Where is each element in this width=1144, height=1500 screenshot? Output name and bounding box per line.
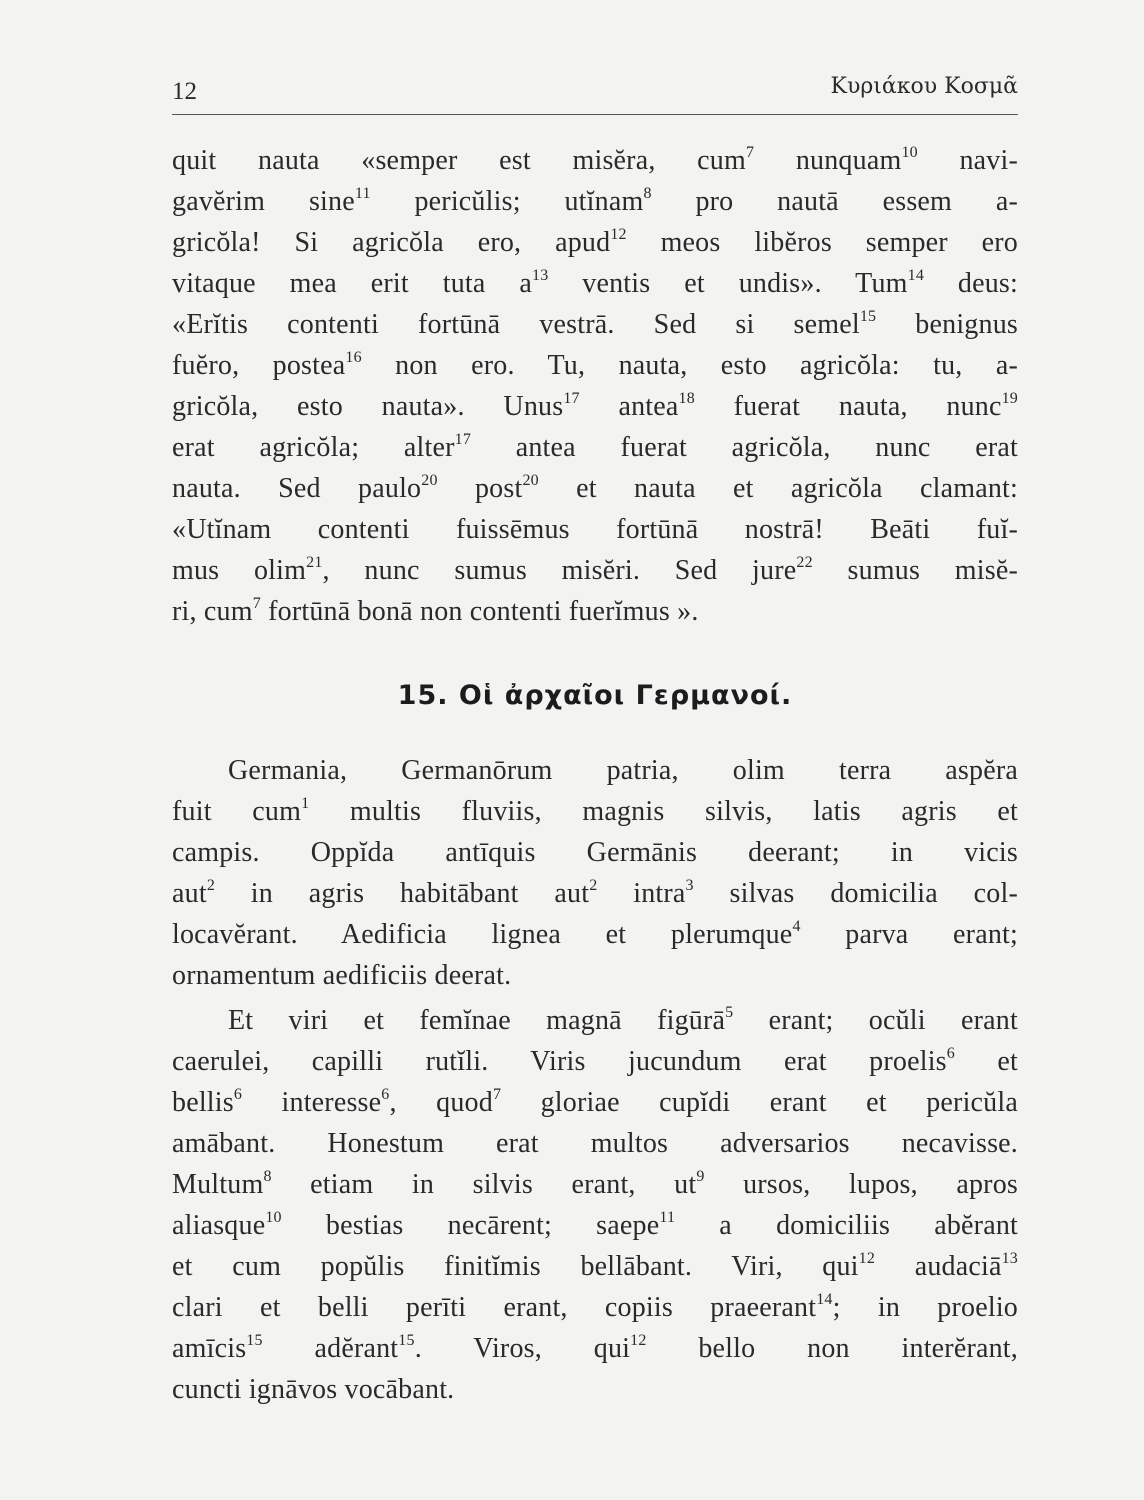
footnote-marker: 5: [725, 1004, 734, 1021]
footnote-marker: 2: [589, 877, 598, 894]
text-run: , nunc sumus misĕri. Sed jure: [322, 555, 797, 586]
text-run: locavĕrant. Aedificia lignea et plerumque: [172, 919, 793, 950]
text-run: meos libĕros semper ero: [626, 227, 1019, 258]
paragraph-1: [172, 750, 1018, 996]
text-run: post: [437, 473, 523, 504]
text-run: aliasque: [172, 1210, 266, 1241]
footnote-marker: 7: [492, 1086, 502, 1103]
text-run: interesse: [242, 1087, 382, 1118]
footnote-marker: 17: [454, 431, 472, 448]
footnote-marker: 16: [345, 349, 362, 366]
text-line: [172, 832, 1018, 873]
text-run: , quod: [389, 1087, 493, 1118]
text-run: «Utĭnam contenti fuissēmus fortūnā nostrā! Beāti fuĭ-: [172, 514, 1018, 545]
text-run: fuerat nauta, nunc: [694, 391, 1002, 422]
footnote-marker: 15: [859, 308, 877, 325]
text-run: navi-: [917, 145, 1019, 176]
text-run: gricŏla! Si agricŏla ero, apud: [172, 227, 611, 258]
text-run: gloriae cupĭdi erant et pericŭla: [501, 1087, 1018, 1118]
text-line: [172, 345, 1018, 386]
text-line: [172, 1287, 1018, 1328]
footnote-marker: 18: [678, 390, 695, 407]
footnote-marker: 22: [796, 554, 813, 571]
text-run: fuĕro, postea: [172, 350, 346, 381]
text-run: a domiciliis abĕrant: [675, 1210, 1019, 1241]
text-line: [172, 1123, 1018, 1164]
text-line: [172, 1369, 1018, 1410]
footnote-marker: 12: [630, 1332, 647, 1349]
text-run: Et viri et femĭnae magnā figūrā: [228, 1005, 726, 1036]
text-run: benignus: [876, 309, 1018, 340]
text-run: intra: [597, 878, 686, 909]
text-line: [172, 1164, 1018, 1205]
footnote-marker: 10: [265, 1209, 282, 1226]
footnote-marker: 11: [354, 185, 371, 202]
text-run: gavĕrim sine: [172, 186, 355, 217]
footnote-marker: 6: [946, 1045, 955, 1062]
footnote-marker: 20: [522, 472, 539, 489]
text-run: «Erĭtis contenti fortūnā vestrā. Sed si semel: [172, 309, 860, 340]
text-run: aut: [172, 878, 207, 909]
text-run: audaciā: [875, 1251, 1002, 1282]
text-run: campis. Oppĭda antīquis Germānis deerant; in vicis: [172, 837, 1018, 868]
text-line: [172, 427, 1018, 468]
text-run: quit nauta «semper est misĕra, cum: [172, 145, 746, 176]
text-run: fuit cum: [172, 796, 302, 827]
footnote-marker: 4: [792, 918, 801, 935]
text-run: et: [954, 1046, 1018, 1077]
footnote-marker: 6: [233, 1086, 243, 1103]
footnote-marker: 10: [901, 144, 918, 161]
footnote-marker: 2: [206, 877, 216, 894]
text-run: cuncti ignāvos vocābant.: [172, 1374, 455, 1405]
footnote-marker: 13: [532, 267, 549, 284]
text-run: amīcis: [172, 1333, 247, 1364]
text-run: silvas domicilia col-: [693, 878, 1018, 909]
text-line: [172, 873, 1018, 914]
text-run: fortūnā bonā non contenti fuerĭmus ».: [260, 596, 699, 627]
footnote-marker: 8: [643, 185, 652, 202]
text-line: [172, 791, 1018, 832]
text-run: deus:: [924, 268, 1018, 299]
text-run: Multum: [172, 1169, 264, 1200]
footnote-marker: 6: [381, 1086, 390, 1103]
text-run: pericŭlis; utĭnam: [370, 186, 644, 217]
text-run: nauta. Sed paulo: [172, 473, 422, 504]
text-run: pro nautā essem a-: [651, 186, 1018, 217]
text-line: [172, 386, 1018, 427]
text-run: adĕrant: [262, 1333, 399, 1364]
text-line: [172, 955, 1018, 996]
footnote-marker: 3: [685, 877, 694, 894]
text-run: non ero. Tu, nauta, esto agricŏla: tu, a-: [361, 350, 1018, 381]
page-header: [172, 74, 1018, 116]
text-line: [172, 181, 1018, 222]
continued-text: [172, 140, 1018, 632]
footnote-marker: 21: [306, 554, 323, 571]
footnote-marker: 14: [907, 267, 925, 284]
text-run: ri, cum: [172, 596, 253, 627]
text-line: [172, 550, 1018, 591]
text-run: bello non interĕrant,: [646, 1333, 1018, 1364]
footnote-marker: 14: [816, 1291, 833, 1308]
text-run: nunquam: [754, 145, 902, 176]
text-run: et nauta et agricŏla clamant:: [538, 473, 1018, 504]
text-line: [172, 304, 1018, 345]
footnote-marker: 11: [659, 1209, 676, 1226]
footnote-marker: 15: [246, 1332, 263, 1349]
text-run: . Viros, qui: [414, 1333, 631, 1364]
footnote-marker: 12: [610, 226, 627, 243]
text-line: [172, 1041, 1018, 1082]
text-run: vitaque mea erit tuta a: [172, 268, 533, 299]
paragraph-2: [172, 1000, 1018, 1410]
text-run: sumus misĕ-: [812, 555, 1018, 586]
text-run: ; in proelio: [832, 1292, 1018, 1323]
text-line: [172, 468, 1018, 509]
text-line: [172, 509, 1018, 550]
text-line: [172, 591, 1018, 632]
footnote-marker: 12: [858, 1250, 876, 1267]
footnote-marker: 19: [1001, 390, 1019, 407]
text-run: parva erant;: [800, 919, 1018, 950]
text-line: [172, 140, 1018, 181]
footnote-marker: 20: [421, 472, 438, 489]
text-run: antea fuerat agricŏla, nunc erat: [471, 432, 1018, 463]
footnote-marker: 8: [263, 1168, 272, 1185]
text-run: ursos, lupos, apros: [704, 1169, 1018, 1200]
text-run: mus olim: [172, 555, 307, 586]
text-run: erant; ocŭli erant: [733, 1005, 1018, 1036]
footnote-marker: 17: [563, 390, 580, 407]
text-line: [172, 750, 1018, 791]
text-run: etiam in silvis erant, ut: [271, 1169, 697, 1200]
footnote-marker: 1: [301, 795, 310, 812]
header-rule: [172, 114, 1018, 115]
footnote-marker: 13: [1001, 1250, 1018, 1267]
text-line: [172, 1205, 1018, 1246]
text-run: clari et belli perīti erant, copiis praeerant: [172, 1292, 817, 1323]
footnote-marker: 15: [398, 1332, 415, 1349]
footnote-marker: 7: [745, 144, 755, 161]
text-run: caerulei, capilli rutĭli. Viris jucundum erat proelis: [172, 1046, 947, 1077]
text-line: [172, 1328, 1018, 1369]
text-run: bellis: [172, 1087, 234, 1118]
text-run: antea: [579, 391, 679, 422]
text-run: ventis et undis». Tum: [548, 268, 908, 299]
text-line: [172, 1246, 1018, 1287]
text-line: [172, 1082, 1018, 1123]
text-line: [172, 222, 1018, 263]
text-run: multis fluviis, magnis silvis, latis agris et: [309, 796, 1018, 827]
page-number: 12: [172, 78, 197, 105]
text-line: [172, 914, 1018, 955]
text-run: et cum popŭlis finitĭmis bellābant. Viri, qui: [172, 1251, 859, 1282]
footnote-marker: 7: [252, 595, 261, 612]
text-run: Germania, Germanōrum patria, olim terra aspĕra: [228, 755, 1018, 786]
text-run: bestias necārent; saepe: [281, 1210, 660, 1241]
text-line: [172, 263, 1018, 304]
text-line: [172, 1000, 1018, 1041]
text-run: ornamentum aedificiis deerat.: [172, 960, 512, 991]
footnote-marker: 9: [696, 1168, 705, 1185]
text-run: in agris habitābant aut: [215, 878, 590, 909]
text-run: erat agricŏla; alter: [172, 432, 455, 463]
running-title: Κυριάκου Κοσμᾶ: [830, 74, 1018, 99]
text-run: amābant. Honestum erat multos adversarios necavisse.: [172, 1128, 1018, 1159]
section-heading: 15. Οἱ ἀρχαῖοι Γερμανοί.: [397, 680, 793, 711]
text-run: gricŏla, esto nauta». Unus: [172, 391, 564, 422]
